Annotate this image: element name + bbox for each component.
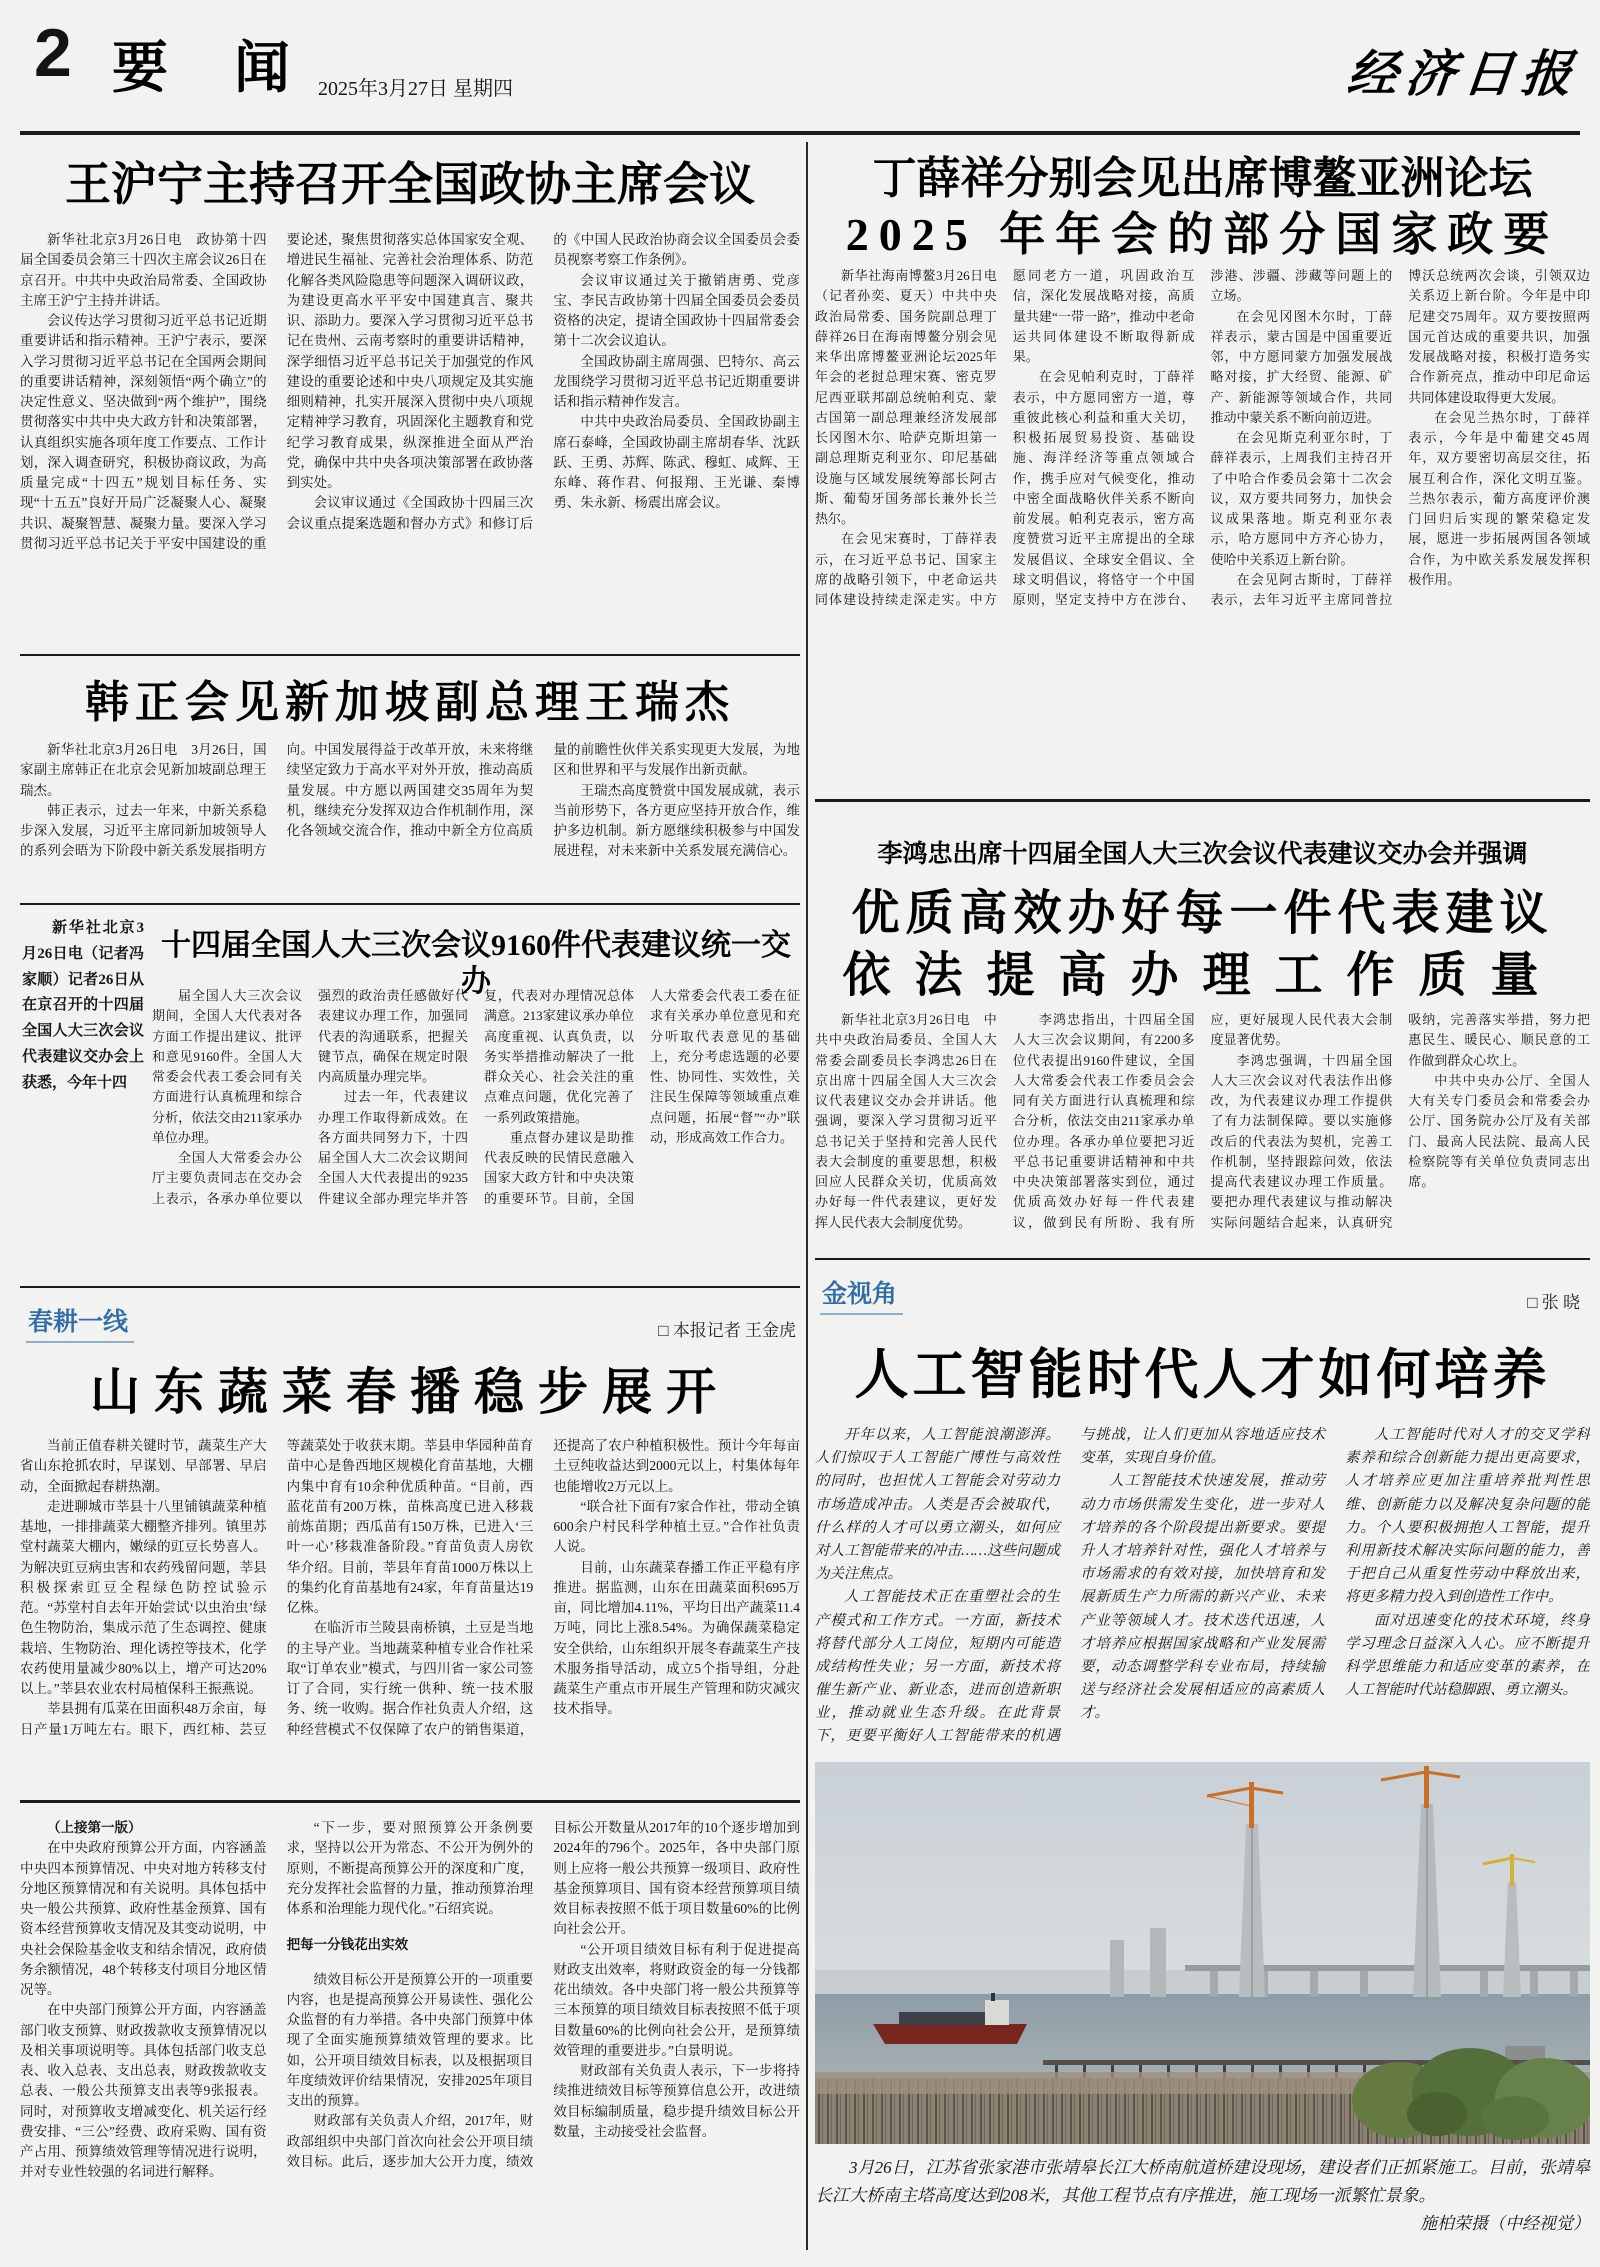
paragraph: 在会见斯克利亚尔时，丁薛祥表示，上周我们主持召开了中哈合作委员会第十二次会议，双方要共同努力，加快会议成果落地。斯克利亚尔表示，哈方愿同中方齐心协力，使哈中关系迈上新台阶。 bbox=[1210, 430, 1393, 567]
han-article-title: 韩正会见新加坡副总理王瑞杰 bbox=[85, 678, 735, 727]
continuation-note: （上接第一版） bbox=[47, 1820, 142, 1835]
paragraph: 在中央部门预算公开方面，内容涵盖部门收支预算、财政拨款收支预算情况以及相关事项说明等。具体包括部门收支总表、收入总表、支出总表，财政拨款收支总表、一般公共预算支出表等9张报表。同时，对预算收支增减变化、机关运行经费安排、“三公”经费、政府采购、国有资产占用、预算绩效管理等情况进行说明，并对专业性较强的名词进行解释。 bbox=[20, 2002, 267, 2180]
paragraph: 王瑞杰高度赞赏中国发展成就，表示当前形势下，各方更应坚持开放合作，维护多边机制。新方愿继续积极参与中国发展进程，对未来新中关系发展充满信心。 bbox=[553, 782, 800, 859]
han-article-body bbox=[20, 740, 800, 898]
ding-article-title-line1: 丁薛祥分别会见出席博鳌亚洲论坛 bbox=[872, 154, 1533, 203]
paragraph: 当前正值春耕关键时节，蔬菜生产大省山东抢抓农时，早谋划、早部署、早启动，全面掀起春耕热潮。 bbox=[20, 1438, 267, 1494]
paragraph: 人工智能时代对人才的交叉学科素养和综合创新能力提出更高要求，人才培养应更加注重培养批判性思维、创新能力以及解决复杂问题的能力。个人要积极拥抱人工智能，提升利用新技术解决实际问题的能力，善于把自己从重复性劳动中释放出来，将更多精力投入到创造性工作中。 bbox=[1345, 1427, 1590, 1606]
renda-intro-column bbox=[22, 916, 144, 1282]
paragraph: 会议传达学习贯彻习近平总书记近期重要讲话和指示精神。王沪宁表示，要深入学习贯彻习近平总书记在全国两会期间的重要讲话精神，深刻领悟“两个确立”的决定性意义、坚决做到“两个维护”，围绕贯彻落实中共中央大政方针和决策部署，认真组织实施各项年度工作要点、工作计划，深入调查研究，积极协商议政，为高质量完成“十四五”规划目标任务、实现“十五五”良好开局广泛凝聚人心、凝聚共识、凝聚智慧、凝聚力量。要深入学习贯彻习近平总书记关于平安中国建设的重要论述，聚焦贯彻落实总体国家安全观、增进民生福祉、完善社会治理体系、防范化解各类风险隐患等问题深入调研议政，为建设更高水平平安中国建真言、聚共识、添助力。要深入学习贯彻习近平总书记在贵州、云南考察时的重要讲话精神，深学细悟习近平总书记关于加强党的作风建设的重要论述和中央八项规定及其实施细则精神，扎实开展深入贯彻中央八项规定精神学习教育，巩固深化主题教育和党纪学习教育成果，纵深推进全面从严治党，确保中共中央各项决策部署在政协落到实处。 bbox=[20, 232, 534, 551]
li-article-kicker: 李鸿忠出席十四届全国人大三次会议代表建议交办会并强调 bbox=[877, 840, 1528, 868]
paragraph: 会议审议通过关于撤销唐勇、党彦宝、李民吉政协第十四届全国委员会委员资格的决定，提请全国政协十四届常委会第十二次会议追认。 bbox=[553, 272, 800, 349]
paragraph: 面对迅速变化的技术环境，终身学习理念日益深入人心。应不断提升科学思维能力和适应变革的素养，在人工智能时代站稳脚跟、勇立潮头。 bbox=[1345, 1612, 1590, 1699]
paragraph: 新华社海南博鳌3月26日电（记者孙奕、夏天）中共中央政治局常委、国务院副总理丁薛祥26日在海南博鳌分别会见来华出席博鳌亚洲论坛2025年年会的老挝总理宋赛、密克罗尼西亚联邦副总统帕利克、蒙古国第一副总理兼经济发展部长冈图木尔、哈萨克斯坦第一副总理斯克利亚尔、印尼基础设施与区域发展统筹部长阿古斯、葡萄牙国务部长兼外长兰热尔。 bbox=[815, 268, 997, 527]
photo-caption bbox=[815, 2154, 1590, 2234]
paragraph: 韩正表示，过去一年来，中新关系稳步深入发展，习近平主席同新加坡领导人的系列会晤为下阶段中新关系发展指明方向。中国发展得益于改革开放，未来将继续坚定致力于高水平对外开放，推动高质量发展。中方愿以两国建交35周年为契机，继续充分发挥双边合作机制作用，深化各领域交流合作，推动中新全方位高质量的前瞻性伙伴关系实现更大发展，为地区和世界和平与发展作出新贡献。 bbox=[20, 742, 800, 859]
paragraph: 新华社北京3月26日电 中共中央政治局委员、全国人大常委会副委员长李鸿忠26日在京出席十四届全国人大三次会议代表建议交办会并讲话。他强调，要深入学习贯彻习近平总书记关于坚持和完善人民代表大会制度的重要思想，积极回应人民群众关切，优质高效办好每一件代表建议，更好发挥人民代表大会制度优势。 bbox=[815, 1012, 997, 1230]
wang-article-title: 王沪宁主持召开全国政协主席会议 bbox=[65, 159, 755, 210]
news-photo bbox=[815, 1762, 1590, 2144]
bridge-construction-photo bbox=[815, 1762, 1590, 2144]
divider-thick bbox=[20, 1800, 800, 1803]
paragraph: 在会见帕利克时，丁薛祥表示，中方愿同密方一道，尊重彼此核心利益和重大关切，积极拓展贸易投资、基础设施、海洋经济等重点领域合作，携手应对气候变化，推动中密全面战略伙伴关系不断向前发展。帕利克表示，密方高度赞赏习近平主席提出的全球发展倡议、全球安全倡议、全球文明倡议，将恪守一个中国原则，坚定支持中方在涉台、涉港、涉疆、涉藏等问题上的立场。 bbox=[1012, 268, 1393, 608]
paragraph: 新华社北京3月26日电 3月26日，国家副主席韩正在北京会见新加坡副总理王瑞杰。 bbox=[20, 742, 267, 798]
paragraph: 财政部有关负责人介绍，2017年，财政部组织中央部门首次向社会公开项目绩效目标。此后，逐步加大公开力度，绩效目标公开数量从2017年的10个逐步增加到2024年的796个。2025年，各中央部门原则上应将一般公共预算一级项目、政府性基金预算项目、国有资本经营预算项目绩效目标表按照不低于项目数量60%的比例向社会公开。 bbox=[286, 1820, 800, 2169]
paragraph: 李鸿忠指出，十四届全国人大三次会议期间，有2200多位代表提出9160件建议，全国人大常委会代表工作委员会会同有关方面进行认真梳理和综合分析，依法交由211家承办单位办理。各承办单位要把习近平总书记重要讲话精神和中共中央决策部署落实到位，通过优质高效办好每一件代表建议，做到民有所盼、我有所应，更好展现人民代表大会制度显著优势。 bbox=[1012, 1012, 1393, 1230]
divider bbox=[20, 654, 800, 656]
photo-caption-block bbox=[815, 2154, 1590, 2234]
ding-article-body bbox=[815, 266, 1590, 792]
paragraph: 开年以来，人工智能浪潮澎湃。人们惊叹于人工智能广博性与高效性的同时，也担忧人工智能会对劳动力市场造成冲击。人类是否会被取代，什么样的人才可以勇立潮头，如何应对人工智能带来的冲击……这些问题成为关注焦点。 bbox=[815, 1427, 1060, 1583]
section-label-chungeng bbox=[26, 1302, 134, 1343]
paragraph: 届全国人大三次会议期间，全国人大代表对各方面工作提出建议、批评和意见9160件。全国人大常委会代表工委会同有关方面进行认真梳理和综合分析，依法交由211家承办单位办理。 bbox=[152, 988, 302, 1145]
paragraph: 过去一年，代表建议办理工作取得新成效。在各方面共同努力下，十四届全国人大二次会议期间全国人大代表提出的9235件建议全部办理完毕并答复，代表对办理情况总体满意。213家建议承办单位高度重视、认真负责，以务实举措推动解决了一批群众关心、社会关注的重点难点问题，优化完善了一系列政策措施。 bbox=[318, 988, 634, 1206]
wang-article-body bbox=[20, 230, 800, 648]
ai-byline: □ 张 晓 bbox=[1527, 1293, 1580, 1312]
paragraph: 在中央政府预算公开方面，内容涵盖中央四本预算情况、中央对地方转移支付分地区预算情况和有关说明。具体包括中央一般公共预算、政府性基金预算、国有资本经营预算收支情况及其变动说明，中央社会保险基金收支和结余情况，政府债务余额情况，48个转移支付项目分地区情况等。 bbox=[20, 1840, 267, 1997]
page-date: 2025年3月27日 星期四 bbox=[318, 78, 513, 100]
paragraph: 目前，山东蔬菜春播工作正平稳有序推进。据监测，山东在田蔬菜面积695万亩，同比增加4.11%，平均日出产蔬菜11.4万吨，同比上涨8.54%。为确保蔬菜稳定安全供给，山东组织开展冬春蔬菜生产技术服务指导活动，成立5个指导组，分赴蔬菜生产重点市开展生产管理和防灾减灾技术指导。 bbox=[553, 1559, 800, 1717]
shandong-article-body bbox=[20, 1436, 800, 1794]
paragraph: 在会见宋赛时，丁薛祥表示，在习近平总书记、国家主席的战略引领下，中老命运共同体建设持续走深走实。中方愿同老方一道，巩固政治互信，深化发展战略对接，高质量共建“一带一路”，推动中老命运共同体建设不断取得新成果。 bbox=[815, 268, 1195, 608]
paragraph: 全国政协副主席周强、巴特尔、高云龙围绕学习贯彻习近平总书记近期重要讲话和指示精神作发言。 bbox=[553, 353, 800, 409]
ding-article-title-line2: 2025 年年会的部分国家政要 bbox=[845, 209, 1560, 260]
ai-article-title: 人工智能时代人才如何培养 bbox=[854, 1345, 1551, 1405]
paragraph: 重点督办建议是助推代表反映的民情民意融入国家大政方针和中央决策的重要环节。目前，全国人大常委会代表工委在征求有关承办单位意见和充分听取代表意见的基础上，充分考虑选题的必要性、协同性、实效性，关注民生保障等领域重点难点问题，拓展“督”“办”联动，形成高效工作合力。 bbox=[484, 988, 800, 1206]
paragraph: 新华社北京3月26日电 政协第十四届全国委员会第三十四次主席会议26日在京召开。中共中央政治局常委、全国政协主席王沪宁主持并讲话。 bbox=[20, 232, 267, 308]
paragraph: 人工智能技术快速发展，推动劳动力市场供需发生变化，进一步对人才培养的各个阶段提出新要求。要提升人才培养针对性，强化人才培养与市场需求的有效对接，加快培育和发展新质生产力所需的新兴产业、未来产业等领域人才。技术迭代迅速，人才培养应根据国家战略和产业发展需要，动态调整学科专业布局，持续输送与经济社会发展相适应的高素质人才。 bbox=[1080, 1473, 1325, 1722]
header-rule bbox=[20, 131, 1580, 135]
paragraph: “公开项目绩效目标有利于促进提高财政支出效率，将财政资金的每一分钱都花出绩效。各中央部门将一般公共预算等三本预算的项目绩效目标表按照不低于项目数量60%的比例向社会公开，是预算绩效管理的重要进步。”白景明说。 bbox=[553, 1941, 800, 2058]
budget-article-body bbox=[20, 1818, 800, 2252]
divider bbox=[815, 799, 1590, 802]
section-title: 要 闻 bbox=[112, 38, 316, 100]
paragraph: 走进聊城市莘县十八里铺镇蔬菜种植基地，一排排蔬菜大棚整齐排列。镇里苏堂村蔬菜大棚内，嫩绿的豇豆长势喜人。为解决豇豆病虫害和农药残留问题，莘县积极探索豇豆全程绿色防控试验示范。“苏堂村自去年开始尝试‘以虫治虫’绿色生物防治，集成示范了生态调控、健康栽培、生物防治、理化诱控等技术，化学农药使用量减少80%以上，增产可达20%以上。”莘县农业农村局植保科王振燕说。 bbox=[20, 1498, 267, 1696]
divider bbox=[20, 903, 800, 905]
paragraph: 在会见兰热尔时，丁薛祥表示，今年是中葡建交45周年，双方要密切高层交往，拓展互利合作，深化文明互鉴。兰热尔表示，葡方高度评价澳门回归后实现的繁荣稳定发展，愿进一步拓展两国各领域合作，为中欧关系发展发挥积极作用。 bbox=[1408, 409, 1590, 587]
paragraph: 莘县拥有瓜菜在田面积48万余亩，每日产量1万吨左右。眼下，西红柿、芸豆等蔬菜处于收获末期。莘县申华园种苗育苗中心是鲁西地区规模化育苗基地，大棚内集中育有10余种优质种苗。“目前，西蓝花苗有200万株，苗株高度已进入移栽前炼苗期；西瓜苗有150万株，已进入‘三叶一心’移栽准备阶段。”育苗负责人房钦华介绍。目前，莘县年育苗1000万株以上的集约化育苗基地有24家，年育苗量达19亿株。 bbox=[20, 1438, 534, 1737]
renda-article-title: 十四届全国人大三次会议9160件代表建议统一交办 bbox=[161, 929, 791, 998]
shandong-byline: □ 本报记者 王金虎 bbox=[658, 1321, 796, 1340]
photo-caption-text: 3月26日，江苏省张家港市张靖皋长江大桥南航道桥建设现场，建设者们正抓紧施工。目前，张靖皋长江大桥南主塔高度达到208米，其他工程节点有序推进，施工现场一派繁忙景象。 bbox=[815, 2158, 1590, 2206]
shandong-article-title: 山东蔬菜春播稳步展开 bbox=[90, 1364, 730, 1420]
divider bbox=[20, 1286, 800, 1288]
paragraph: 李鸿忠强调，十四届全国人大三次会议对代表法作出修改，为代表建议办理工作提供了有力法制保障。要以实施修改后的代表法为契机，完善工作机制，坚持跟踪问效，依法提高代表建议办理工作质量。要把办理代表建议与推动解决实际问题结合起来，认真研究吸纳，完善落实举措，努力把惠民生、暖民心、顺民意的工作做到群众心坎上。 bbox=[1210, 1012, 1590, 1230]
divider bbox=[815, 1258, 1590, 1260]
li-article-body bbox=[815, 1010, 1590, 1248]
paragraph: 中共中央政治局委员、全国政协副主席石泰峰，全国政协副主席胡春华、沈跃跃、王勇、苏辉、陈武、穆虹、咸辉、王东峰、蒋作君、何报翔、王光谦、秦博勇、朱永新、杨震出席会议。 bbox=[553, 414, 800, 511]
paragraph: 绩效目标公开是预算公开的一项重要内容，也是提高预算公开易读性、强化公众监督的有力举措。各中央部门预算中体现了全面实施预算绩效管理的要求。比如，公开项目绩效目标表，以及根据项目年度绩效评价结果情况，安排2025年项目支出的预算。 bbox=[286, 1971, 534, 2108]
page-number: 2 bbox=[34, 15, 72, 91]
li-article-title-line1: 优质高效办好每一件代表建议 bbox=[851, 887, 1554, 940]
budget-subhead: 把每一分钱花出实效 bbox=[286, 1937, 409, 1953]
paragraph: 全国人大常委会办公厅主要负责同志在交办会上表示，各承办单位要以强烈的政治责任感做好代表建议办理工作，加强同代表的沟通联系，把握关键节点，确保在规定时限内高质量办理完毕。 bbox=[152, 988, 468, 1206]
section-label-jinshijiao bbox=[820, 1274, 903, 1315]
li-article-title-line2: 依法提高办理工作质量 bbox=[842, 949, 1563, 1002]
paragraph: “联合社下面有7家合作社，带动全镇600余户村民科学种植土豆。”合作社负责人说。 bbox=[553, 1498, 800, 1555]
jinshijiao-label: 金视角 bbox=[820, 1274, 903, 1315]
paragraph: 会议审议通过《全国政协十四届三次会议重点提案选题和督办方式》和修订后的《中国人民政治协商会议全国委员会委员视察考察工作条例》。 bbox=[286, 232, 800, 531]
ai-article-body bbox=[815, 1424, 1590, 1752]
paragraph: 人工智能技术正在重塑社会的生产模式和工作方式。一方面，新技术将替代部分人工岗位，短期内可能造成结构性失业；另一方面，新技术将催生新产业、新业态，进而创造新职业，推动就业生态升级。在此背景下，更要平衡好人工智能带来的机遇与挑战，让人们更加从容地适应技术变革，实现自身价值。 bbox=[815, 1427, 1325, 1745]
paragraph: 在临沂市兰陵县南桥镇，土豆是当地的主导产业。当地蔬菜种植专业合作社采取“订单农业”模式，与四川省一家公司签订了合同，实行统一供种、统一技术服务、统一收购。据合作社负责人介绍，这种经营模式不仅保障了农户的销售渠道，还提高了农户种植积极性。预计今年每亩土豆纯收益达到2000元以上，村集体每年也能增收2万元以上。 bbox=[286, 1438, 800, 1737]
paragraph: “下一步，要对照预算公开条例要求，坚持以公开为常态、不公开为例外的原则，不断提高预算公开的深度和广度，充分发挥社会监督的力量，推动预算治理体系和治理能力现代化。”石绍宾说。 bbox=[286, 1820, 534, 1916]
renda-intro: 新华社北京3月26日电（记者冯家顺）记者26日从在京召开的十四届全国人大三次会议代表建议交办会上获悉，今年十四 bbox=[22, 920, 144, 1091]
paragraph: 在会见冈图木尔时，丁薛祥表示，蒙古国是中国重要近邻，中方愿同蒙方加强发展战略对接，扩大经贸、能源、矿产、新能源等领域合作，共同推动中蒙关系不断向前迈进。 bbox=[1210, 308, 1393, 425]
chungeng-label: 春耕一线 bbox=[26, 1302, 134, 1343]
paragraph: 财政部有关负责人表示，下一步将持续推进绩效目标等预算信息公开，改进绩效目标编制质量，稳步提升绩效目标公开数量，主动接受社会监督。 bbox=[553, 2063, 800, 2139]
paragraph: 在会见阿古斯时，丁薛祥表示，去年习近平主席同普拉博沃总统两次会谈，引领双边关系迈上新台阶。今年是中印尼建交75周年。双方要按照两国元首达成的重要共识，加强发展战略对接，积极打造务实合作新亮点，推动中印尼命运共同体建设取得更大发展。 bbox=[1210, 268, 1590, 608]
center-divider bbox=[806, 142, 808, 2250]
paragraph: 中共中央办公厅、全国人大有关专门委员会和常委会办公厅、国务院办公厅及有关部门、最高人民法院、最高人民检察院等有关单位负责同志出席。 bbox=[1408, 1072, 1590, 1190]
renda-article-body bbox=[152, 986, 800, 1280]
masthead: 经济日报 bbox=[1344, 46, 1583, 102]
photo-credit: 施柏荣摄（中经视觉） bbox=[1420, 2214, 1590, 2234]
